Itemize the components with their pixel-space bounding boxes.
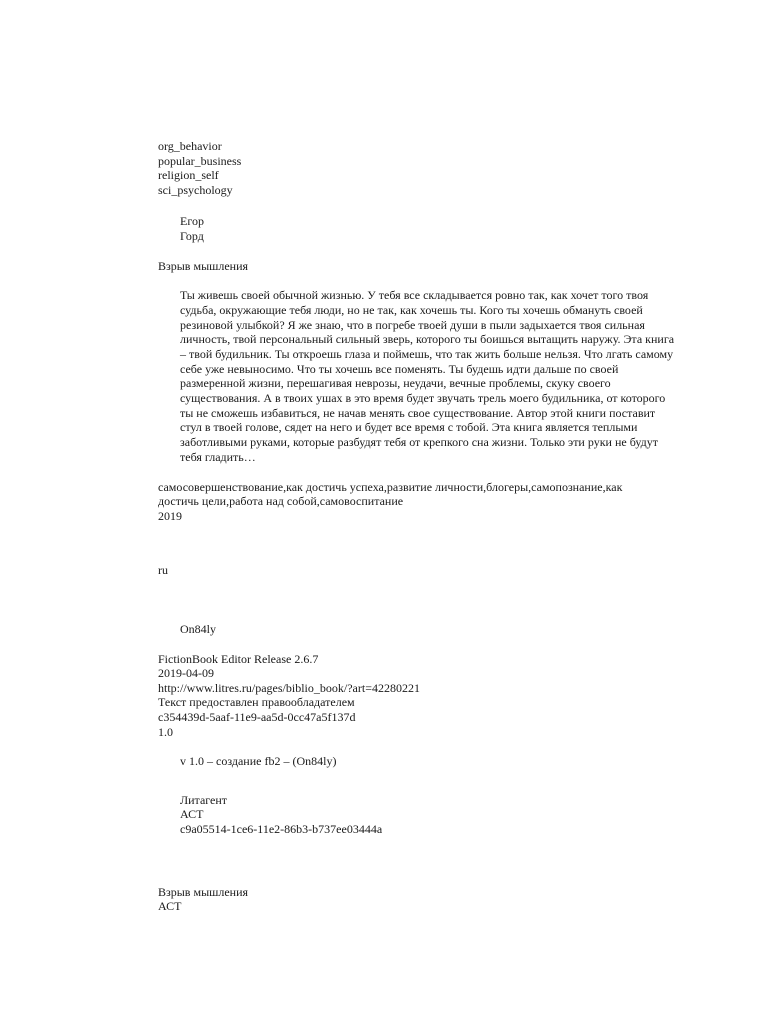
document-info <box>158 652 698 740</box>
author-first-name: Егор <box>180 214 204 229</box>
publish-info <box>158 885 698 914</box>
document-history: v 1.0 – создание fb2 – (On84ly) <box>180 754 337 769</box>
genre-item: religion_self <box>158 168 219 183</box>
document-author-nickname: On84ly <box>180 621 216 636</box>
publisher-id: c9a05514-1ce6-11e2-86b3-b737ee03444a <box>180 821 383 836</box>
publish-publisher: АСТ <box>158 899 182 914</box>
annotation-text: Ты живешь своей обычной жизнью. У тебя все складывается ровно так, как хочет того твоя судьба, окружающие тебя люди, но не так, как хочешь ты. Кого ты хочешь обмануть своей резиновой улыбкой? Я же знаю, что в погребе твоей души в пыли задыхается твоя сильная личность, твой персональный сильный зверь, которого ты боишься вытащить наружу. Эта книга – твой будильник. Ты откроешь глаза и поймешь, что так жить больше нельзя. Что лгать самому себе уже невыносимо. Что ты хочешь все поменять. Ты будешь идти дальше по своей размеренной жизни, перешагивая неврозы, неудачи, вечные проблемы, скуку своего существования. А в твоих ушах в это время будет звучать трель моего будильника, от которого ты не сможешь избавиться, не начав менять свое существование. Автор этой книги поставит стул в твоей голове, сядет на него и будет все время с тобой. Эта книга является теплыми заботливыми руками, которые разбудят тебя от крепкого сна жизни. Только эти руки не будут тебя гладить… <box>180 288 675 464</box>
genre-item: popular_business <box>158 153 242 168</box>
author-last-name: Горд <box>180 228 204 243</box>
publisher-name: Литагент <box>180 792 228 807</box>
fb2-document <box>158 139 698 914</box>
book-title: Взрыв мышления <box>158 258 249 273</box>
document-date: 2019-04-09 <box>158 666 214 681</box>
annotation <box>158 288 680 464</box>
program-used: FictionBook Editor Release 2.6.7 <box>158 651 319 666</box>
author-block <box>158 214 698 243</box>
genre-item: org_behavior <box>158 139 222 153</box>
genre-list <box>158 139 698 197</box>
source-url: http://www.litres.ru/pages/biblio_book/?art=42280221 <box>158 680 420 695</box>
document-id: c354439d-5aaf-11e9-aa5d-0cc47a5f137d <box>158 709 356 724</box>
document-version: 1.0 <box>158 724 173 739</box>
keywords: самосовершенствование,как достичь успеха,развитие личности,блогеры,самопознание,как достичь цели,работа над собой,самовоспитание <box>158 479 623 509</box>
publisher-imprint: АСТ <box>180 807 204 822</box>
genre-item: sci_psychology <box>158 182 233 197</box>
language-code: ru <box>158 563 168 578</box>
source-ocr: Текст предоставлен правообладателем <box>158 695 355 710</box>
publish-book-name: Взрыв мышления <box>158 884 249 899</box>
publication-year: 2019 <box>158 508 182 523</box>
publisher-block <box>158 793 698 837</box>
